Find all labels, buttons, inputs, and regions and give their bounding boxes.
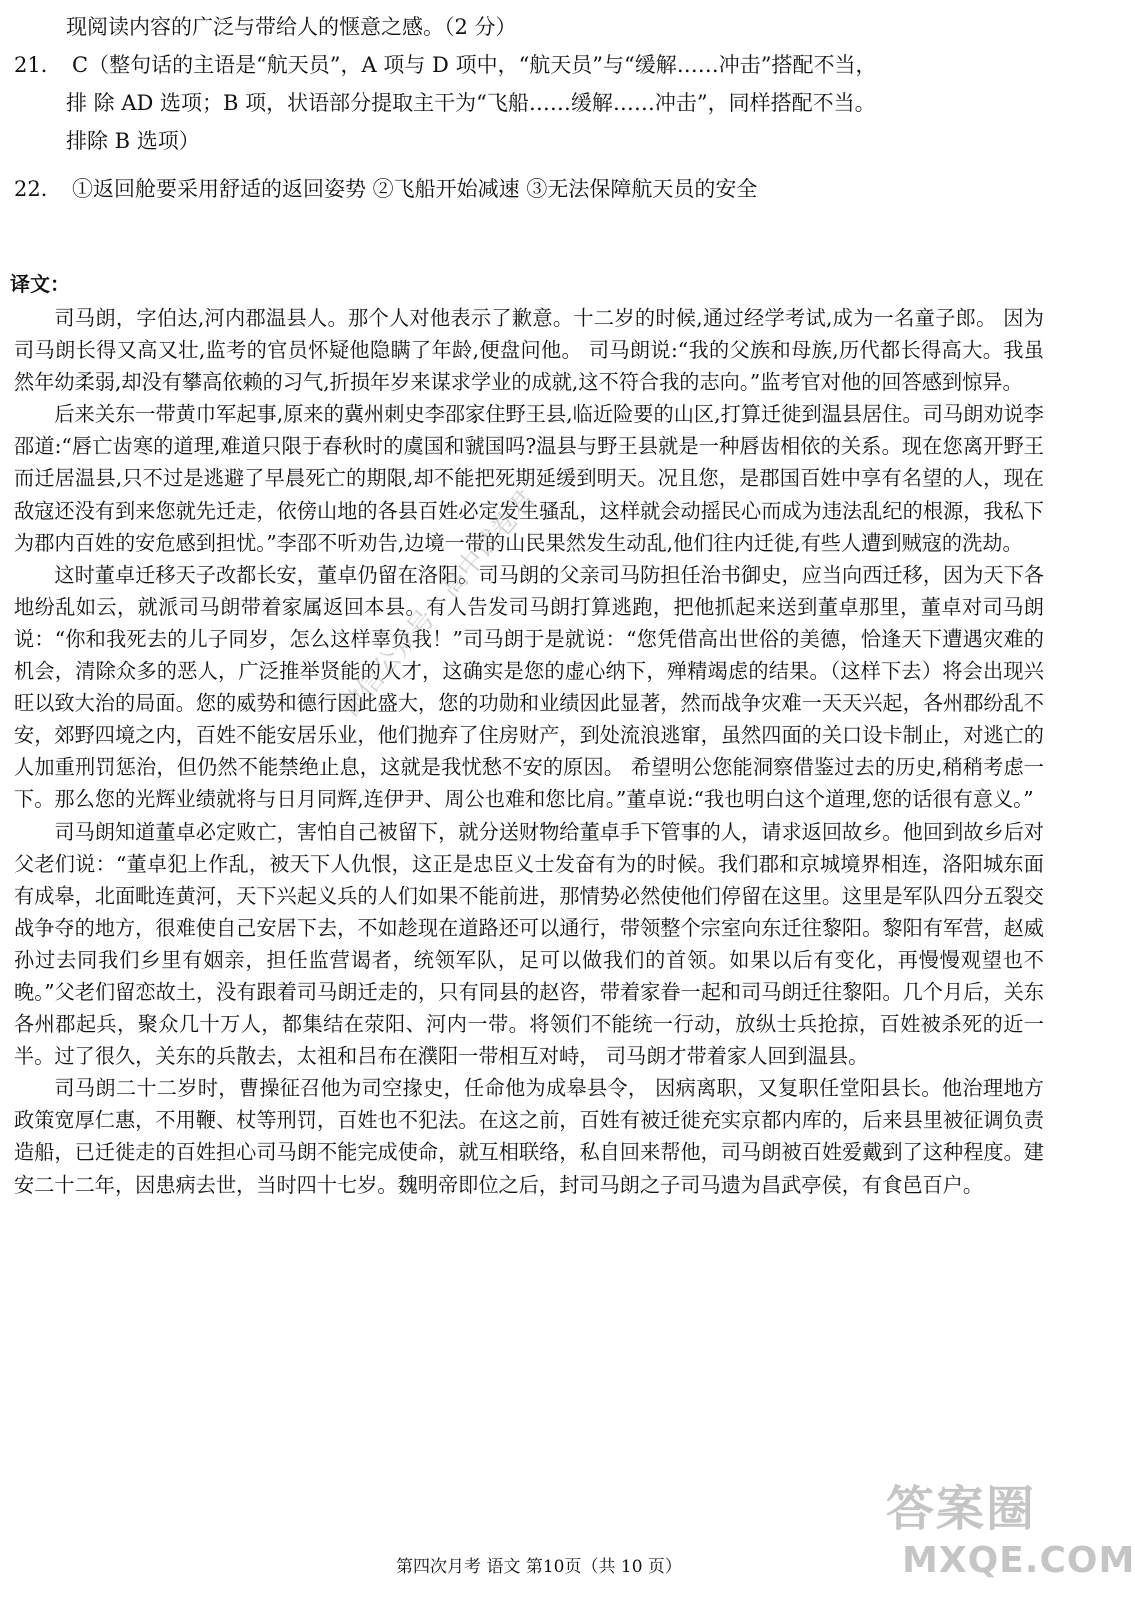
translation-paragraph: 司马朗二十二岁时，曹操征召他为司空掾史，任命他为成皋县令， 因病离职，又复职任堂阳县长。他治理地方政策宽厚仁惠，不用鞭、杖等刑罚，百姓也不犯法。在这之前，百姓有被迁徙充实京都内库的，后来县里被征调负责造船，已迁徙走的百姓担心司马朗不能完成使命，就互相联络，私自回来帮他，司马朗被百姓爱戴到了这种程度。建安二十二年，因患病去世，当时四十七岁。魏明帝即位之后，封司马朗之子司马遗为昌武亭侯，有食邑百户。	[14, 1076, 1044, 1197]
logo-text-cn: 答案圈	[886, 1481, 1037, 1537]
answer-22	[14, 170, 1054, 208]
watermark-text: 微信公众号：高中试卷君	[334, 484, 542, 724]
translation-paragraph: 后来关东一带黄巾军起事,原来的冀州刺史李邵家住野王县,临近险要的山区,打算迁徙到温县居住。司马朗劝说李邵道:“唇亡齿寒的道理,难道只限于春秋时的虞国和虢国吗?温县与野王县就是一种唇齿相依的关系。现在您离开野王而迁居温县,只不过是逃避了早晨死亡的期限,却不能把死期延缓到明天。况且您，是郡国百姓中享有名望的人，现在敌寇还没有到来您就先迁走，依傍山地的各县百姓必定发生骚乱，这样就会动摇民心而成为违法乱纪的根源，我私下为郡内百姓的安危感到担忧。”李邵不听劝告,边境一带的山民果然发生动乱,他们往内迁徙,有些人遭到贼寇的洗劫。	[14, 402, 1044, 555]
answer-21-line3: 排除 B 选项）	[66, 129, 200, 153]
translation-body	[14, 302, 1044, 1201]
answer-section	[14, 8, 1054, 208]
answer-20-tail: 现阅读内容的广泛与带给人的惬意之感。（2 分）	[66, 15, 517, 39]
translation-heading: 译文：	[10, 272, 70, 296]
logo-text-en: MXQE.COM	[902, 1540, 1135, 1581]
answer-21	[14, 46, 1054, 84]
answer-21-line2: 排 除 AD 选项；B 项，状语部分提取主干为“飞船……缓解……冲击”，同样搭配不当。	[66, 91, 876, 115]
translation-paragraph: 司马朗知道董卓必定败亡，害怕自己被留下，就分送财物给董卓手下管事的人，请求返回故乡。他回到故乡后对父老们说：“董卓犯上作乱，被天下人仇恨，这正是忠臣义士发奋有为的时候。我们郡和京城境界相连，洛阳城东面有成皋，北面毗连黄河，天下兴起义兵的人们如果不能前进，那情势必然使他们停留在这里。这里是军队四分五裂交战争夺的地方，很难使自己安居下去，不如趁现在道路还可以通行，带领整个宗室向东迁往黎阳。黎阳有军营，赵威孙过去同我们乡里有姻亲，担任监营谒者，统领军队，足可以做我们的首领。如果以后有变化，再慢慢观望也不晚。”父老们留恋故土，没有跟着司马朗迁走的，只有同县的赵咨，带着家眷一起和司马朗迁往黎阳。几个月后，关东各州郡起兵，聚众几十万人，都集结在荥阳、河内一带。将领们不能统一行动，放纵士兵抢掠，百姓被杀死的近一半。过了很久，关东的兵散去，太祖和吕布在濮阳一带相互对峙， 司马朗才带着家人回到温县。	[14, 819, 1044, 1069]
question-number: 22．	[14, 177, 62, 201]
translation-paragraph: 司马朗，字伯达,河内郡温县人。那个人对他表示了歉意。十二岁的时候,通过经学考试,成为一名童子郎。 因为司马朗长得又高又壮,监考的官员怀疑他隐瞒了年龄,便盘问他。 司马朗说:“我的父族和母族,历代都长得高大。我虽然年幼柔弱,却没有攀高依赖的习气,折损年岁来谋求学业的成就,这不符合我的志向。”监考官对他的回答感到惊异。	[14, 306, 1044, 395]
answer-22-text: ①返回舱要采用舒适的返回姿势 ②飞船开始减速 ③无法保障航天员的安全	[72, 177, 758, 201]
page-footer: 第四次月考 语文 第10页（共 10 页）	[396, 1557, 682, 1577]
answer-21-line1: C（整句话的主语是“航天员”，A 项与 D 项中，“航天员”与“缓解……冲击”搭配不当，	[72, 53, 877, 77]
question-number: 21．	[14, 53, 62, 77]
translation-paragraph: 这时董卓迁移天子改都长安，董卓仍留在洛阳。司马朗的父亲司马防担任治书御史，应当向西迁移，因为天下各地纷乱如云，就派司马朗带着家属返回本县。有人告发司马朗打算逃跑，把他抓起来送到董卓那里，董卓对司马朗说：“你和我死去的儿子同岁，怎么这样辜负我！”司马朗于是就说：“您凭借高出世俗的美德，恰逢天下遭遇灾难的机会，清除众多的恶人，广泛推举贤能的人才，这确实是您的虚心纳下，殚精竭虑的结果。（这样下去）将会出现兴旺以致大治的局面。您的威势和德行因此盛大，您的功勋和业绩因此显著，然而战争灾难一天天兴起，各州郡纷乱不安，郊野四境之内，百姓不能安居乐业，他们抛弃了住房财产，到处流浪逃窜，虽然四面的关口设卡制止，对逃亡的人加重刑罚惩治，但仍然不能禁绝止息，这就是我忧愁不安的原因。 希望明公您能洞察借鉴过去的历史,稍稍考虑一下。那么您的光辉业绩就将与日月同辉,连伊尹、周公也难和您比肩。”董卓说:“我也明白这个道理,您的话很有意义。”	[14, 562, 1044, 812]
